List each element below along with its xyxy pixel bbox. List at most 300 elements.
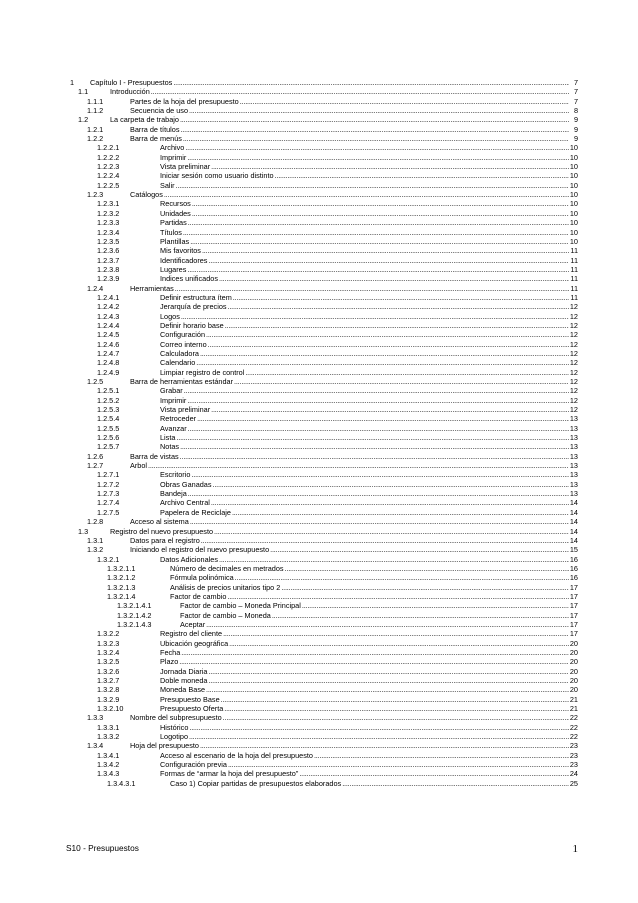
toc-entry[interactable] [70,629,578,638]
toc-entry[interactable] [70,769,578,778]
toc-entry-page: 12 [569,377,578,386]
toc-entry-title: Secuencia de uso [130,106,189,116]
toc-entry[interactable] [70,368,578,377]
toc-entry-page: 14 [569,517,578,527]
toc-entry-title: Vista preliminar [160,405,211,415]
toc-entry[interactable] [70,555,578,564]
toc-entry-page: 9 [569,125,578,134]
toc-entry-page: 10 [569,143,578,153]
toc-entry-title: Calculadora [160,348,199,358]
toc-entry-number: 1.2.4.9 [97,367,120,377]
toc-entry-page: 21 [569,694,578,704]
dot-leader [208,667,568,676]
toc-entry-number: 1.3.4.1 [97,750,120,760]
toc-entry-number: 1.2.4 [87,283,104,293]
toc-entry[interactable] [70,741,578,750]
toc-entry-title: Nombre del subpresupuesto [130,713,222,723]
toc-entry-page: 12 [569,367,578,377]
toc-entry-number: 1.3.2.2 [97,629,120,639]
toc-entry-title: Datos Adicionales [160,554,219,564]
toc-entry-number: 1.3.3.2 [97,732,120,742]
page-footer [66,843,582,857]
toc-entry-title: Salir [160,180,175,190]
toc-entry-number: 1.3.2.9 [97,694,120,704]
toc-entry-number: 1.2.5.1 [97,386,120,396]
toc-entry-number: 1.2.2 [87,134,104,144]
toc-entry-title: Títulos [160,227,182,237]
toc-entry-title: Imprimir [160,152,187,162]
toc-entry-title: Archivo [160,143,185,153]
toc-entry[interactable] [70,517,578,526]
toc-entry[interactable] [70,648,578,657]
toc-entry-title: Configuración [160,330,206,340]
dot-leader [272,611,569,620]
toc-entry-number: 1.2.3.4 [97,227,120,237]
dot-leader [342,779,569,788]
toc-entry-page: 16 [569,554,578,564]
toc-entry[interactable] [70,312,578,321]
toc-entry-title: Notas [160,442,180,452]
toc-entry-page: 23 [569,741,578,751]
toc-entry-title: Jerarquía de precios [160,302,227,312]
toc-entry-title: Registro del nuevo presupuesto [110,526,214,536]
toc-entry-title: Definir horario base [160,320,224,330]
toc-entry-number: 1.2.4.6 [97,339,120,349]
toc-entry-number: 1.2.6 [87,451,104,461]
toc-entry-number: 1.2.2.3 [97,162,120,172]
toc-entry-number: 1.2.5 [87,377,104,386]
dot-leader [180,125,569,134]
toc-entry-page: 10 [569,180,578,190]
toc-entry[interactable] [70,284,578,293]
toc-entry-number: 1.3.2.1.4.2 [117,610,152,620]
toc-entry-number: 1.2.5.6 [97,433,120,443]
toc-entry-title: Plazo [160,657,179,667]
toc-entry-number: 1.3.2.4 [97,647,120,657]
toc-entry-title: Doble moneda [160,676,208,685]
dot-leader [214,527,569,536]
dot-leader [232,508,569,517]
toc-entry[interactable] [70,480,578,489]
dot-leader [201,536,569,545]
toc-entry[interactable] [70,405,578,414]
toc-entry[interactable] [70,461,578,470]
toc-entry-number: 1.2.2.4 [97,171,120,181]
toc-entry[interactable] [70,256,578,265]
toc-entry-number: 1.3.2.8 [97,685,120,695]
toc-entry-page: 10 [569,190,578,200]
toc-entry-page: 10 [569,199,578,209]
toc-entry-title: Barra de herramientas estándar [130,377,234,386]
dot-leader [188,424,569,433]
toc-entry-page: 12 [569,311,578,321]
toc-entry-title: Jornada Diaria [160,666,208,676]
toc-entry-page: 23 [569,760,578,770]
toc-entry[interactable] [70,87,578,96]
dot-leader [164,190,569,199]
toc-entry-page: 10 [569,227,578,237]
dot-leader [227,592,569,601]
toc-entry-title: Barra de menús [130,134,182,144]
dot-leader [176,433,568,442]
toc-entry-title: Fórmula polinómica [170,573,234,583]
toc-entry-page: 14 [569,507,578,517]
toc-entry[interactable] [70,209,578,218]
toc-entry-number: 1.2.5.7 [97,442,120,452]
dot-leader [211,405,569,414]
footer-document-title: S10 - Presupuestos [66,843,139,853]
toc-entry-title: Moneda Base [160,685,206,695]
toc-entry-page: 12 [569,395,578,405]
toc-entry[interactable] [70,274,578,283]
toc-entry[interactable] [70,349,578,358]
toc-entry[interactable] [70,414,578,423]
toc-entry-title: Correo interno [160,339,207,349]
dot-leader [183,228,569,237]
toc-entry[interactable] [70,377,578,386]
toc-entry-number: 1.3.4.2 [97,760,120,770]
toc-entry-page: 13 [569,423,578,433]
toc-entry-number: 1.3.2.6 [97,666,120,676]
toc-entry-number: 1.3.2 [87,545,104,555]
toc-entry-number: 1.2.3.7 [97,255,120,265]
dot-leader [275,171,569,180]
toc-entry-number: 1.3.4.3.1 [107,778,136,788]
toc-entry-title: Presupuesto Base [160,694,220,704]
toc-entry-number: 1.2.5.4 [97,414,120,424]
toc-entry[interactable] [70,723,578,732]
toc-entry-title: Lugares [160,264,187,274]
toc-entry-page: 14 [569,498,578,508]
dot-leader [299,769,569,778]
toc-entry[interactable] [70,78,578,87]
toc-entry-page: 20 [569,638,578,648]
dot-leader [179,657,569,666]
toc-entry-title: Vista preliminar [160,162,211,172]
toc-entry[interactable] [70,498,578,507]
toc-entry-number: 1.2.7 [87,461,104,471]
toc-entry-number: 1.3.2.1.2 [107,573,136,583]
toc-entry[interactable] [70,751,578,760]
toc-entry-title: Barra de vistas [130,451,179,461]
dot-leader [190,517,569,526]
toc-entry[interactable] [70,143,578,152]
dot-leader [180,115,569,124]
toc-entry-title: Grabar [160,386,183,396]
dot-leader [206,330,569,339]
dot-leader [187,265,569,274]
toc-entry-title: Escritorio [160,470,191,480]
toc-entry-page: 20 [569,657,578,667]
toc-entry-page: 12 [569,386,578,396]
toc-entry-title: Mis favoritos [160,246,201,256]
toc-entry[interactable] [70,452,578,461]
toc-entry-title: Logos [160,311,180,321]
toc-entry-page: 13 [569,433,578,443]
toc-entry-number: 1.2.7.3 [97,489,120,499]
toc-entry-page: 7 [569,87,578,96]
toc-entry-number: 1.2.8 [87,517,104,527]
toc-entry-page: 12 [569,339,578,349]
toc-entry[interactable] [70,153,578,162]
toc-entry[interactable] [70,667,578,676]
toc-entry[interactable] [70,199,578,208]
dot-leader [211,162,569,171]
toc-entry-title: Iniciando el registro del nuevo presupuesto [130,545,270,555]
toc-entry-page: 23 [569,750,578,760]
toc-entry[interactable] [70,228,578,237]
toc-entry[interactable] [70,181,578,190]
toc-entry-number: 1.3.3 [87,713,104,723]
toc-entry-title: Presupuesto Oferta [160,704,224,714]
toc-entry[interactable] [70,265,578,274]
toc-entry[interactable] [70,601,578,610]
toc-entry[interactable] [70,470,578,479]
toc-entry[interactable] [70,190,578,199]
dot-leader [233,293,569,302]
toc-entry[interactable] [70,611,578,620]
dot-leader [211,498,569,507]
toc-entry-page: 17 [569,601,578,611]
toc-entry[interactable] [70,125,578,134]
toc-entry[interactable] [70,695,578,704]
table-of-contents [70,78,578,788]
dot-leader [208,676,568,685]
toc-entry-number: 1.3.1 [87,535,104,545]
toc-entry[interactable] [70,246,578,255]
toc-entry[interactable] [70,713,578,722]
toc-entry[interactable] [70,340,578,349]
toc-entry[interactable] [70,162,578,171]
toc-entry-title: Barra de títulos [130,124,180,134]
toc-entry-title: Factor de cambio – Moneda [180,610,271,620]
dot-leader [213,480,569,489]
toc-entry-page: 12 [569,330,578,340]
dot-leader [187,153,569,162]
dot-leader [229,639,569,648]
toc-entry-title: Número de decimales en metrados [170,563,284,573]
dot-leader [185,143,569,152]
dot-leader [200,741,569,750]
toc-entry-page: 20 [569,647,578,657]
toc-entry[interactable] [70,218,578,227]
toc-entry[interactable] [70,442,578,451]
dot-leader [187,396,569,405]
toc-entry[interactable] [70,171,578,180]
toc-entry-page: 11 [570,283,578,293]
toc-entry-title: Acceso al escenario de la hoja del presupuesto [160,750,313,760]
toc-entry-title: Limpiar registro de control [160,367,245,377]
dot-leader [176,181,569,190]
toc-entry-number: 1.3.2.1.3 [107,582,136,592]
dot-leader [223,713,569,722]
toc-entry[interactable] [70,358,578,367]
toc-entry-title: Definir estructura ítem [160,292,232,302]
dot-leader [206,685,569,694]
toc-entry-title: Factor de cambio [170,591,227,601]
toc-entry-number: 1.2.3.8 [97,264,120,274]
toc-entry-page: 13 [569,470,578,480]
toc-entry[interactable] [70,106,578,115]
toc-entry[interactable] [70,573,578,582]
dot-leader [206,620,569,629]
toc-entry-number: 1.3.2.7 [97,676,120,685]
toc-entry-number: 1.2.4.3 [97,311,120,321]
toc-entry-number: 1.3.2.1.4 [107,591,136,601]
toc-entry-title: Bandeja [160,489,187,499]
toc-entry-number: 1.2.3.5 [97,236,120,246]
toc-entry-number: 1.2.5.5 [97,423,120,433]
toc-entry-title: Calendario [160,358,196,368]
toc-entry[interactable] [70,293,578,302]
dot-leader [197,414,569,423]
toc-entry-number: 1.3.2.1 [97,554,120,564]
toc-entry-title: Recursos [160,199,191,209]
toc-entry[interactable] [70,545,578,554]
toc-entry-title: Papelera de Reciclaje [160,507,231,517]
toc-entry-page: 10 [569,218,578,228]
toc-entry-number: 1.2.4.4 [97,320,120,330]
toc-entry[interactable] [70,424,578,433]
toc-entry-page: 13 [569,461,578,471]
toc-entry[interactable] [70,237,578,246]
dot-leader [189,106,569,115]
toc-entry-page: 10 [569,236,578,246]
dot-leader [228,760,569,769]
dot-leader [208,256,569,265]
dot-leader [240,97,569,106]
toc-entry[interactable] [70,115,578,124]
toc-entry-number: 1.2.3.2 [97,208,120,218]
toc-entry-title: Aceptar [180,619,206,629]
toc-entry-page: 10 [569,171,578,181]
dot-leader [189,732,569,741]
toc-entry-title: Introducción [110,87,150,97]
toc-entry-page: 10 [569,162,578,172]
toc-entry-page: 12 [569,358,578,368]
dot-leader [223,629,569,638]
toc-entry-page: 12 [569,348,578,358]
dot-leader [181,648,569,657]
toc-entry-page: 17 [569,582,578,592]
toc-entry[interactable] [70,97,578,106]
toc-entry[interactable] [70,620,578,629]
toc-entry[interactable] [70,685,578,694]
toc-entry-title: Acceso al sistema [130,517,189,527]
toc-entry-page: 17 [569,619,578,629]
toc-entry-page: 12 [569,302,578,312]
toc-entry-number: 1.3.3.1 [97,722,120,732]
toc-entry-page: 22 [569,732,578,742]
toc-entry-number: 1.2.2.5 [97,180,120,190]
toc-entry[interactable] [70,657,578,666]
toc-entry-number: 1.1.1 [87,96,104,106]
toc-entry[interactable] [70,732,578,741]
toc-entry[interactable] [70,676,578,685]
toc-entry-title: Fecha [160,647,181,657]
toc-entry[interactable] [70,489,578,498]
toc-entry-page: 14 [569,535,578,545]
dot-leader [181,312,569,321]
dot-leader [189,723,568,732]
toc-entry[interactable] [70,527,578,536]
dot-leader [190,237,569,246]
toc-entry-number: 1.2.3.1 [97,199,120,209]
toc-entry[interactable] [70,592,578,601]
toc-entry-number: 1.3.2.1.4.3 [117,619,152,629]
toc-entry-number: 1.3.4.3 [97,769,120,779]
toc-entry[interactable] [70,396,578,405]
dot-leader [235,573,569,582]
toc-entry-title: Imprimir [160,395,187,405]
dot-leader [225,321,569,330]
dot-leader [180,452,569,461]
dot-leader [148,461,569,470]
toc-entry-number: 1.2.7.4 [97,498,120,508]
dot-leader [219,274,569,283]
toc-entry[interactable] [70,536,578,545]
toc-entry[interactable] [70,779,578,788]
toc-entry[interactable] [70,760,578,769]
toc-entry[interactable] [70,321,578,330]
toc-entry-number: 1.2 [78,115,89,125]
toc-entry-number: 1.2.4.5 [97,330,120,340]
toc-entry-title: Avanzar [160,423,187,433]
toc-entry-title: Ubicación geográfica [160,638,229,648]
dot-leader [175,284,569,293]
toc-entry-title: Catálogos [130,190,163,200]
dot-leader [188,218,569,227]
toc-entry-number: 1.1 [78,87,89,97]
dot-leader [184,386,569,395]
toc-entry[interactable] [70,386,578,395]
toc-entry-page: 11 [570,292,578,302]
toc-entry-page: 11 [570,246,578,256]
toc-entry-page: 14 [569,526,578,536]
toc-entry-page: 17 [569,591,578,601]
dot-leader [191,470,568,479]
dot-leader [219,555,569,564]
toc-entry-title: Retroceder [160,414,197,424]
toc-entry[interactable] [70,302,578,311]
dot-leader [196,358,569,367]
toc-entry-number: 1 [70,78,75,87]
dot-leader [151,87,569,96]
toc-entry[interactable] [70,583,578,592]
toc-entry-page: 10 [569,152,578,162]
dot-leader [245,368,569,377]
toc-entry-number: 1.3 [78,526,89,536]
toc-entry[interactable] [70,433,578,442]
toc-entry-title: Partidas [160,218,187,228]
toc-entry[interactable] [70,330,578,339]
toc-entry-title: Arbol [130,461,148,471]
toc-entry[interactable] [70,639,578,648]
toc-entry-number: 1.2.7.2 [97,479,120,489]
dot-leader [281,583,569,592]
toc-entry[interactable] [70,508,578,517]
toc-entry-page: 22 [569,722,578,732]
dot-leader [221,695,569,704]
toc-entry-title: Herramientas [130,283,174,293]
toc-entry[interactable] [70,134,578,143]
toc-entry-number: 1.2.3.9 [97,274,120,284]
toc-entry-number: 1.3.2.1.4.1 [117,601,152,611]
toc-entry-page: 7 [569,97,578,106]
toc-entry[interactable] [70,704,578,713]
toc-entry-page: 20 [569,676,578,685]
toc-entry[interactable] [70,564,578,573]
